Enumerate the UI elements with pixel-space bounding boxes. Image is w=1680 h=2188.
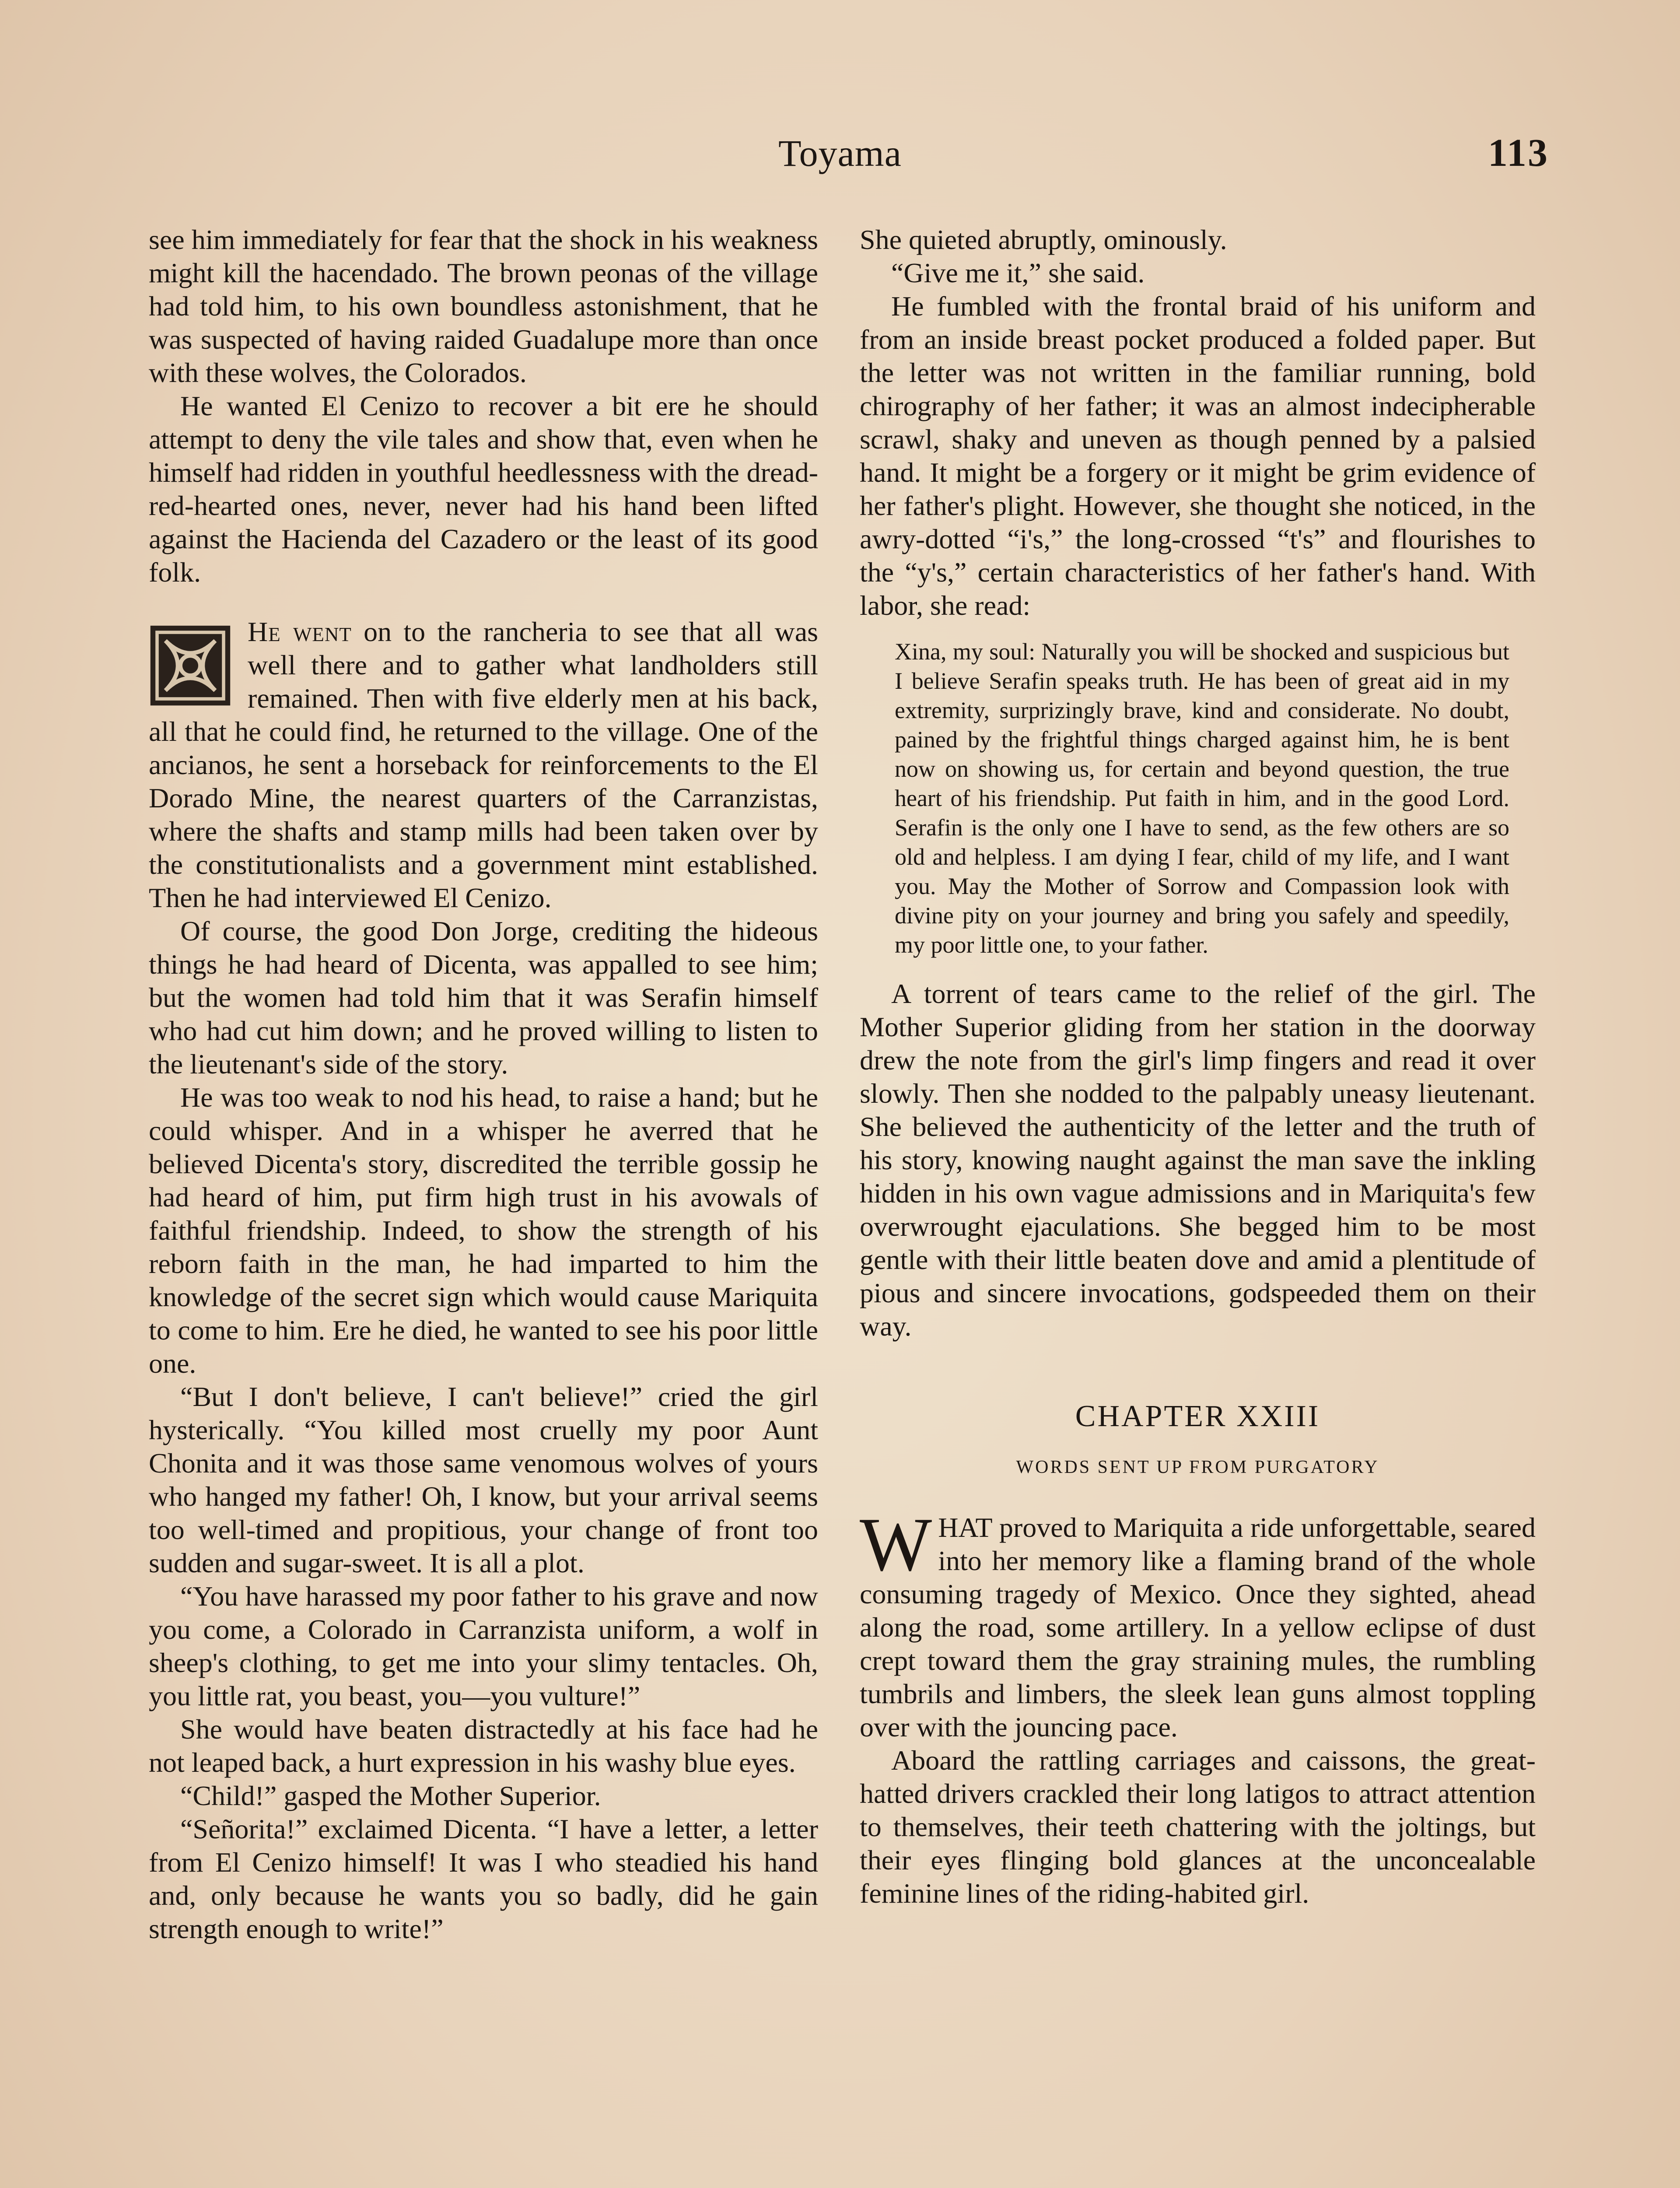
paragraph: see him immediately for fear that the shock in his weakness might kill the hacendado. The brown peonas of the village had told him, to his own boundless astonishment, that he was suspected of having raided Guadalupe more than once with these wolves, the Colorados. <box>149 224 818 388</box>
paragraph: “Señorita!” exclaimed Dicenta. “I have a letter, a letter from El Cenizo himself! It was I who steadied his hand and, only because he wants you so badly, did he gain strength enough to write!” <box>149 1813 818 1944</box>
right-column <box>860 223 1536 1910</box>
quoted-letter <box>895 637 1509 960</box>
paragraph: She would have beaten distractedly at his face had he not leaped back, a hurt expression in his washy blue eyes. <box>149 1714 818 1778</box>
paragraph: He was too weak to nod his head, to raise a hand; but he could whisper. And in a whisper he averred that he believed Dicenta's story, discredited the terrible gossip he had heard of him, put firm high trust in his avowals of faithful friendship. Indeed, to show the strength of his reborn faith in the man, he had imparted to him the knowledge of the secret sign which would cause Mariquita to come to him. Ere he died, he wanted to see his poor little one. <box>149 1082 818 1379</box>
paragraph-text: on to the rancheria to see that all was well there and to gather what landholders still remained. Then with five elderly men at his back, all that he could find, he returned to the village. One of the ancianos, he sent a horseback for reinforcements to the El Dorado Mine, the nearest quarters of the Carranzistas, where the shafts and stamp mills had been taken over by the constitutionalists and a government mint established. Then he had interviewed El Cenizo. <box>149 616 819 913</box>
paragraph: Aboard the rattling carriages and caissons, the great-hatted drivers crackled their long latigos to attract attention to themselves, their teeth chattering with the joltings, but their eyes flinging bold glances at the unconcealable feminine lines of the riding-habited girl. <box>860 1745 1536 1909</box>
lead-in: He went <box>248 616 352 647</box>
paragraph-with-ornament <box>149 615 818 915</box>
paragraph: Of course, the good Don Jorge, crediting the hideous things he had heard of Dicenta, was appalled to see him; but the women had told him that it was Serafin himself who had cut him down; and he proved willing to listen to the lieutenant's side of the story. <box>149 915 818 1080</box>
paragraph: “Give me it,” she said. <box>891 257 1145 288</box>
chapter-heading: CHAPTER XXIII <box>1075 1399 1320 1433</box>
paragraph: A torrent of tears came to the relief of the girl. The Mother Superior gliding from her station in the doorway drew the note from the girl's limp fingers and read it over slowly. Then she nodded to the palpably uneasy lieutenant. She believed the authenticity of the letter and the truth of his story, knowing naught against the man save the inkling hidden in his own vague admissions and in Mariquita's few overwrought ejaculations. She begged him to be most gentle with their little beaten dove and amid a plentitude of pious and sincere invocations, godspeeded them on their way. <box>860 978 1536 1342</box>
paragraph: “But I don't believe, I can't believe!” cried the girl hysterically. “You killed most cruelly my poor Aunt Chonita and it was those same venomous wolves of yours who hanged my father! Oh, I know, but your arrival seems too well-timed and propitious, your change of front too sudden and sugar-sweet. It is all a plot. <box>149 1381 818 1578</box>
paragraph: “You have harassed my poor father to his grave and now you come, a Colorado in Carranzista uniform, a wolf in sheep's clothing, to get me into your slimy tentacles. Oh, you little rat, you beast, you—you vulture!” <box>149 1581 818 1711</box>
paragraph: He wanted El Cenizo to recover a bit ere he should attempt to deny the vile tales and show that, even when he himself had ridden in youthful heedlessness with the dread-red-hearted ones, never, never had his hand been lifted against the Hacienda del Cazadero or the least of its good folk. <box>149 390 818 588</box>
left-column <box>149 223 818 1946</box>
drop-cap: W <box>860 1502 932 1587</box>
paragraph-with-dropcap <box>860 1502 1536 1744</box>
paragraph: She quieted abruptly, ominously. <box>860 224 1227 255</box>
celtic-knot-ornament-icon <box>149 624 232 707</box>
paragraph: He fumbled with the frontal braid of his uniform and from an inside breast pocket produced a folded paper. But the letter was not written in the familiar running, bold chirography of her father; it was an almost indecipherable scrawl, shaky and uneven as though penned by a palsied hand. It might be a forgery or it might be grim evidence of her father's plight. However, she thought she noticed, in the awry-dotted “i's,” the long-crossed “t's” and flourishes to the “y's,” certain characteristics of her father's hand. With labor, she read: <box>860 291 1536 621</box>
chapter-subtitle: WORDS SENT UP FROM PURGATORY <box>1016 1457 1379 1477</box>
page-number: 113 <box>1488 131 1549 175</box>
paragraph-text: HAT proved to Mariquita a ride unforgettable, seared into her memory like a flaming brand of the whole consuming tragedy of Mexico. Once they sighted, ahead along the road, some artillery. In a yellow eclipse of dust crept toward them the gray straining mules, the rumbling tumbrils and limbers, the sleek lean guns almost toppling over with the jouncing pace. <box>860 1512 1536 1743</box>
letter-text: Xina, my soul: Naturally you will be shocked and suspicious but I believe Serafin speaks truth. He has been of great aid in my extremity, surprizingly brave, kind and considerate. No doubt, pained by the frightful things charged against him, he is bent now on showing us, for certain and beyond question, the true heart of his friendship. Put faith in him, and in the good Lord. Serafin is the only one I have to send, as the few others are so old and helpless. I am dying I fear, child of my life, and I want you. May the Mother of Sorrow and Compassion look with divine pity on your journey and bring you safely and speedily, my poor little one, to your father. <box>895 638 1509 958</box>
paragraph: “Child!” gasped the Mother Superior. <box>180 1780 601 1811</box>
running-title: Toyama <box>778 132 902 174</box>
section-break <box>149 589 818 615</box>
